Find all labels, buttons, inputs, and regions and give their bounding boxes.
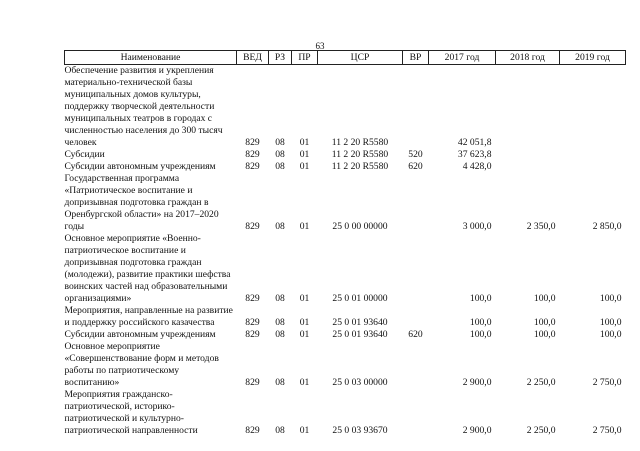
row-csr: 11 2 20 R5580 [331, 149, 389, 160]
row-2018 [496, 161, 560, 173]
row-pr: 01 [299, 221, 310, 232]
row-name: Обеспечение развития и укрепления материально-технической базы муниципальных домов культуры, поддержку творческой деятельности муниципальных театров в городах с численностью населения до 300 тысяч человек [64, 65, 223, 148]
row-vr [403, 389, 429, 437]
table-row [65, 233, 626, 305]
row-2019: 2 750,0 [592, 377, 622, 388]
col-header-name: Наименование [65, 51, 237, 65]
row-vr [403, 233, 429, 305]
row-ved: 829 [245, 329, 260, 340]
col-header-csr: ЦСР [318, 51, 403, 65]
table-row [65, 329, 626, 341]
row-2018 [496, 149, 560, 161]
row-pr: 01 [299, 425, 310, 436]
row-name: Основное мероприятие «Военно-патриотическое воспитание и допризывная подготовка граждан (молодежи), развитие практики шефства воинских частей над образовательными организациями» [64, 233, 231, 304]
row-2018: 2 250,0 [526, 377, 556, 388]
row-name: Субсидии [64, 149, 105, 160]
row-2018 [496, 65, 560, 150]
row-2018: 100,0 [533, 329, 556, 340]
row-name: Субсидии автономным учреждениям [64, 329, 216, 340]
row-vr: 620 [408, 161, 423, 172]
row-pr: 01 [299, 329, 310, 340]
table-row [65, 149, 626, 161]
row-csr: 25 0 01 93640 [332, 329, 388, 340]
table-row [65, 161, 626, 173]
row-rz: 08 [275, 317, 285, 328]
row-2017: 42 051,8 [457, 137, 492, 148]
row-rz: 08 [275, 221, 285, 232]
row-2017: 4 428,0 [462, 161, 492, 172]
row-ved: 829 [245, 425, 260, 436]
row-rz: 08 [275, 137, 285, 148]
row-vr [403, 173, 429, 233]
row-ved: 829 [245, 137, 260, 148]
row-vr: 620 [408, 329, 423, 340]
row-name: Субсидии автономным учреждениям [64, 161, 216, 172]
row-ved: 829 [245, 221, 260, 232]
row-2018: 100,0 [533, 293, 556, 304]
row-rz: 08 [275, 425, 285, 436]
col-header-ved: ВЕД [237, 51, 269, 65]
row-ved: 829 [245, 293, 260, 304]
page-number: 63 [315, 41, 325, 51]
row-csr: 25 0 01 93640 [332, 317, 388, 328]
row-csr: 25 0 03 00000 [332, 377, 388, 388]
col-header-2017: 2017 год [429, 51, 496, 65]
row-pr: 01 [299, 293, 310, 304]
row-2019: 2 850,0 [592, 221, 622, 232]
row-name: Государственная программа «Патриотическое воспитание и допризывная подготовка граждан в Оренбургской области» на 2017–2020 годы [64, 173, 219, 232]
row-vr [403, 341, 429, 389]
row-pr: 01 [299, 149, 310, 160]
row-vr [403, 65, 429, 150]
row-rz: 08 [275, 149, 285, 160]
row-pr: 01 [299, 161, 310, 172]
row-2018: 2 350,0 [526, 221, 556, 232]
col-header-rz: РЗ [269, 51, 292, 65]
table-row [65, 173, 626, 233]
row-rz: 08 [275, 161, 285, 172]
table-row [65, 389, 626, 437]
row-pr: 01 [299, 137, 310, 148]
row-2017: 37 623,8 [457, 149, 492, 160]
row-2019: 100,0 [599, 293, 622, 304]
row-2017: 2 900,0 [462, 425, 492, 436]
row-vr: 520 [408, 149, 423, 160]
row-rz: 08 [275, 329, 285, 340]
row-2017: 100,0 [469, 329, 492, 340]
row-vr [403, 305, 429, 329]
table-row [65, 341, 626, 389]
table-row [65, 65, 626, 150]
row-name: Основное мероприятие «Совершенствование форм и методов работы по патриотическому воспитанию» [64, 341, 219, 388]
col-header-pr: ПР [292, 51, 318, 65]
row-pr: 01 [299, 377, 310, 388]
row-name: Мероприятия гражданско-патриотической, историко-патриотической и культурно-патриотической направленности [64, 389, 198, 436]
row-2019 [560, 65, 626, 150]
row-ved: 829 [245, 149, 260, 160]
row-2019 [560, 149, 626, 161]
row-name: Мероприятия, направленные на развитие и поддержку российского казачества [64, 305, 233, 328]
row-ved: 829 [245, 161, 260, 172]
row-2017: 100,0 [469, 317, 492, 328]
table-body [65, 65, 626, 438]
row-ved: 829 [245, 377, 260, 388]
row-2019: 100,0 [599, 329, 622, 340]
col-header-vr: ВР [403, 51, 429, 65]
row-csr: 25 0 03 93670 [332, 425, 388, 436]
row-2019 [560, 161, 626, 173]
row-csr: 25 0 01 00000 [332, 293, 388, 304]
row-ved: 829 [245, 317, 260, 328]
row-rz: 08 [275, 293, 285, 304]
row-2017: 2 900,0 [462, 377, 492, 388]
row-csr: 11 2 20 R5580 [331, 137, 389, 148]
row-pr: 01 [299, 317, 310, 328]
col-header-2019: 2019 год [560, 51, 626, 65]
col-header-2018: 2018 год [496, 51, 560, 65]
row-2018: 2 250,0 [526, 425, 556, 436]
row-csr: 25 0 00 00000 [332, 221, 388, 232]
row-2017: 3 000,0 [462, 221, 492, 232]
table-header [65, 51, 626, 65]
row-csr: 11 2 20 R5580 [331, 161, 389, 172]
row-2019: 2 750,0 [592, 425, 622, 436]
row-2017: 100,0 [469, 293, 492, 304]
row-2019: 100,0 [599, 317, 622, 328]
row-rz: 08 [275, 377, 285, 388]
budget-table [64, 50, 626, 437]
table-row [65, 305, 626, 329]
row-2018: 100,0 [533, 317, 556, 328]
